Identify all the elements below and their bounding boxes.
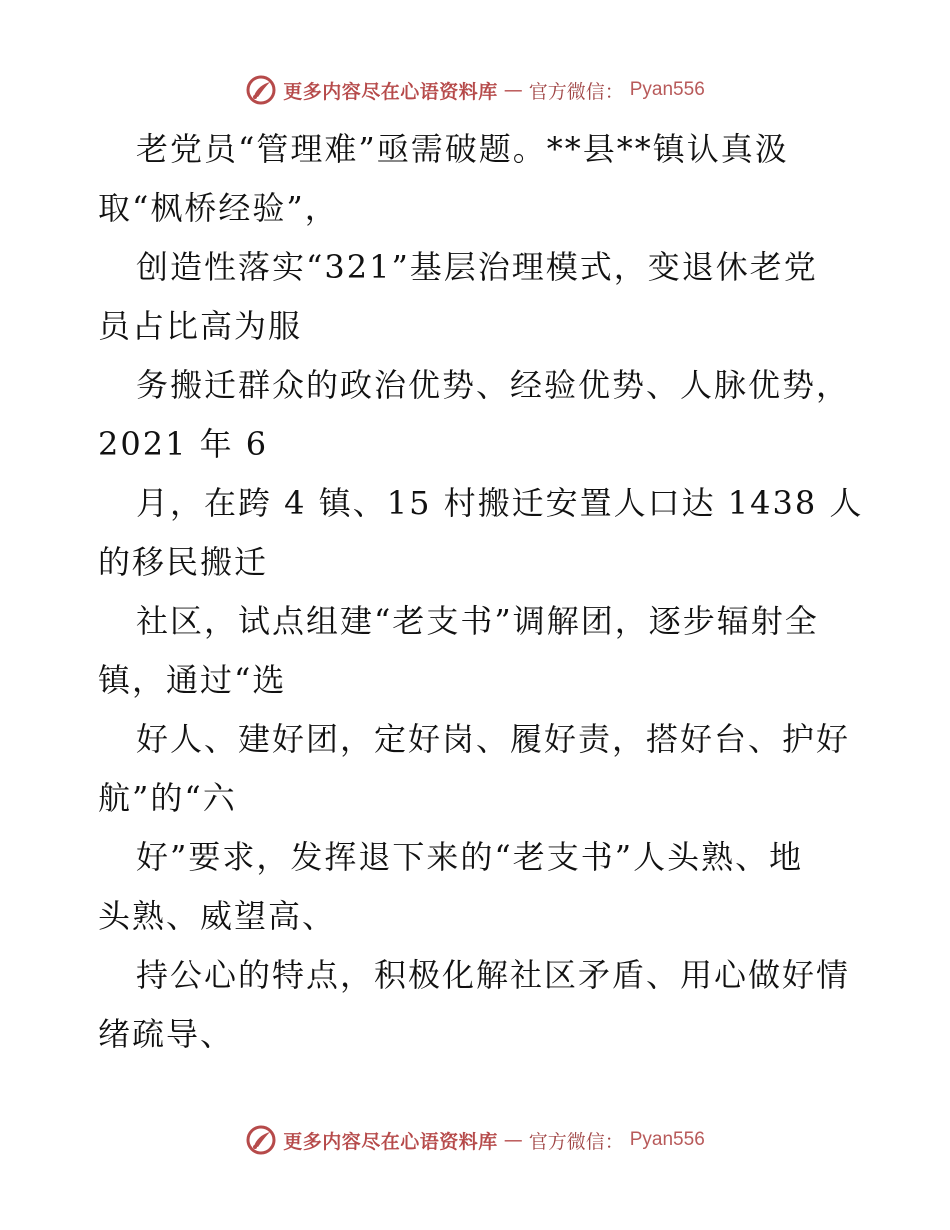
watermark-main-text: 更多内容尽在心语资料库 — [283, 1130, 498, 1153]
watermark-wechat-id: Pyan556 — [629, 79, 705, 100]
paragraph-line: 好人、建好团，定好岗、履好责，搭好台、护好 — [136, 720, 851, 758]
paragraph-line-continued: 绪疏导、 — [98, 1015, 235, 1053]
footer-watermark — [0, 1124, 950, 1156]
paragraph-line: 好”要求，发挥退下来的“老支书”人头熟、地 — [136, 838, 804, 876]
watermark-wechat-id: Pyan556 — [629, 1129, 705, 1150]
paragraph — [98, 828, 868, 946]
paragraph-line: 务搬迁群众的政治优势、经验优势、人脉优势， — [136, 366, 851, 404]
watermark-dash: — — [503, 1129, 523, 1151]
paragraph — [98, 474, 868, 592]
paragraph-line: 月，在跨 4 镇、15 村搬迁安置人口达 1438 人 — [136, 484, 864, 522]
paragraph-line-continued: 取“枫桥经验”， — [98, 189, 339, 227]
watermark-label: 官方微信： — [528, 1130, 624, 1153]
ink-brush-logo-icon — [245, 1124, 277, 1156]
watermark-main-text: 更多内容尽在心语资料库 — [283, 80, 498, 103]
paragraph-line-continued: 2021 年 6 — [98, 425, 269, 463]
header-watermark — [0, 74, 950, 106]
paragraph-line: 持公心的特点，积极化解社区矛盾、用心做好情 — [136, 956, 851, 994]
paragraph-line-continued: 镇，通过“选 — [98, 661, 287, 699]
paragraph-line-continued: 的移民搬迁 — [98, 543, 269, 581]
paragraph — [98, 592, 868, 710]
paragraph-line: 社区，试点组建“老支书”调解团，逐步辐射全 — [136, 602, 819, 640]
paragraph-line-continued: 员占比高为服 — [98, 307, 303, 345]
paragraph — [98, 356, 868, 474]
paragraph — [98, 238, 868, 356]
paragraph-line-continued: 航”的“六 — [98, 779, 237, 817]
watermark-label: 官方微信： — [528, 80, 624, 103]
paragraph — [98, 946, 868, 1064]
paragraph — [98, 120, 868, 238]
ink-brush-logo-icon — [245, 74, 277, 106]
watermark-dash: — — [503, 79, 523, 101]
paragraph — [98, 710, 868, 828]
document-body — [98, 120, 868, 1064]
paragraph-line: 创造性落实“321”基层治理模式，变退休老党 — [136, 248, 818, 286]
paragraph-line: 老党员“管理难”亟需破题。**县**镇认真汲 — [136, 130, 789, 168]
paragraph-line-continued: 头熟、威望高、 — [98, 897, 337, 935]
